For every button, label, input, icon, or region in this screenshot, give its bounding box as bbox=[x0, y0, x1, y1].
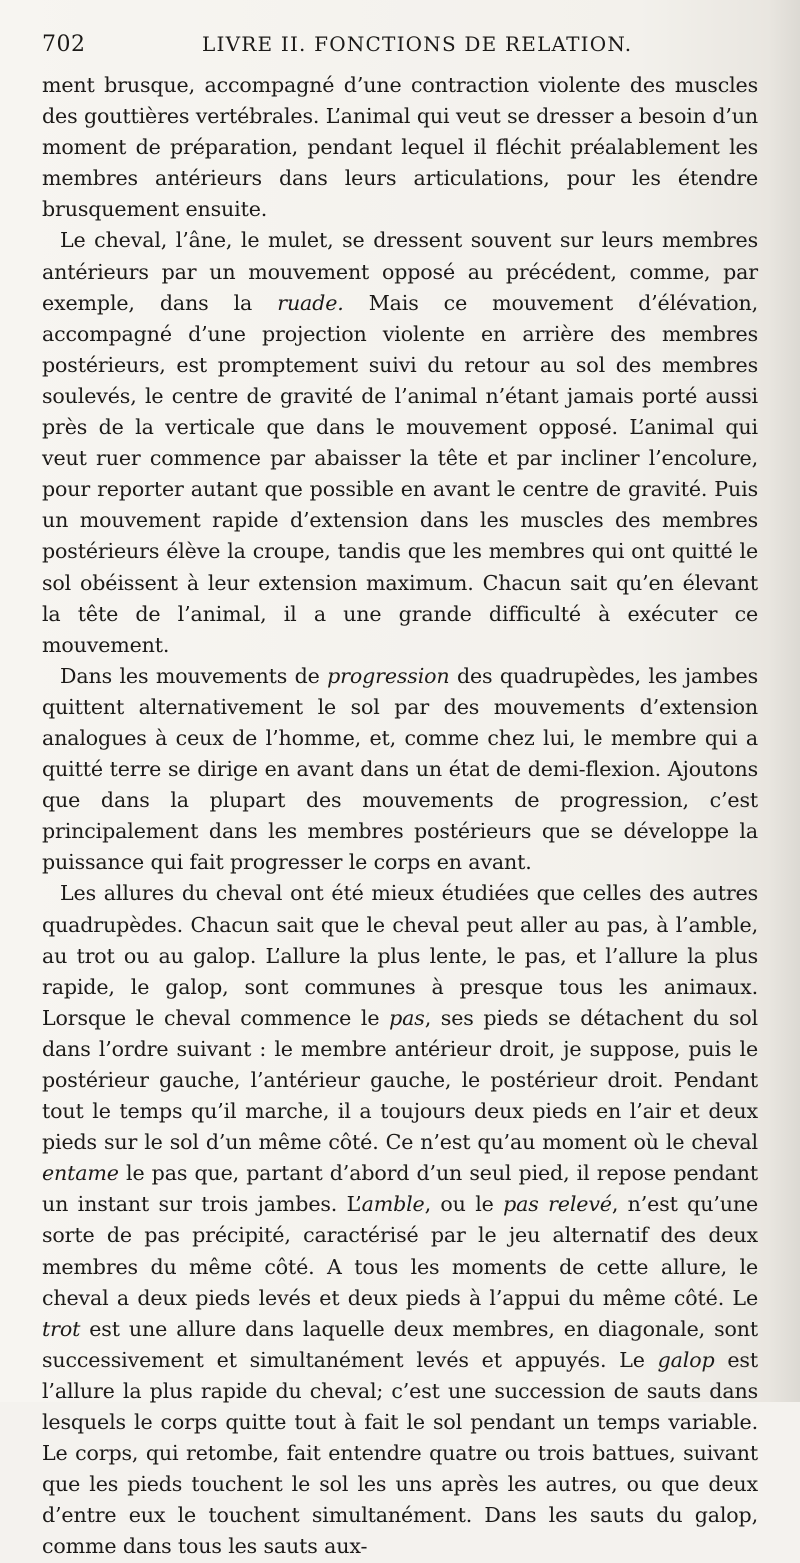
paragraph-3 bbox=[42, 661, 758, 879]
paragraph-4-text-e: , n’est qu’une sorte de pas précipité, caractérisé par le jeu alternatif des deux membres du même côté. A tous les moments de cette allure, le cheval a deux pieds levés et deux pieds à l’appui du même côté. Le bbox=[42, 1192, 758, 1310]
paragraph-4-text-c: le pas que, partant d’abord d’un seul pied, il repose pendant un instant sur trois jambes. L’ bbox=[42, 1161, 758, 1217]
paragraph-4-text-b: , ses pieds se détachent du sol dans l’ordre suivant : le membre antérieur droit, je suppose, puis le postérieur gauche, l’antérieur gauche, le postérieur droit. Pendant tout le temps qu’il marche, il a toujours deux pieds en l’air et deux pieds sur le sol d’un même côté. Ce n’est qu’au moment où le cheval bbox=[42, 1005, 758, 1155]
paragraph-3-text-a: Dans les mouvements de bbox=[60, 663, 328, 688]
paragraph-2-text-b: Mais ce mouvement d’élévation, accompagné d’une projection violente en arrière des membres postérieurs, est promptement suivi du retour au sol des membres soulevés, le centre de gravité de l’animal n’étant jamais porté aussi près de la verticale que dans le mouvement opposé. L’animal qui veut ruer commence par abaisser la tête et par incliner l’encolure, pour reporter autant que possible en avant le centre de gravité. Puis un mouvement rapide d’extension dans les muscles des membres postérieurs élève la croupe, tandis que les membres qui ont quitté le sol obéissent à leur extension maximum. Chacun sait qu’en élevant la tête de l’animal, il a une grande difficulté à exécuter ce mouvement. bbox=[42, 290, 759, 657]
running-title: LIVRE II. FONCTIONS DE RELATION. bbox=[202, 32, 633, 56]
paragraph-1: ment brusque, accompagné d’une contraction violente des muscles des gouttières vertébrales. L’animal qui veut se dresser a besoin d’un moment de préparation, pendant lequel il fléchit préalablement les membres antérieurs dans leurs articulations, pour les étendre brusquement ensuite. bbox=[42, 73, 758, 222]
paragraph-4-text-g: est l’allure la plus rapide du cheval; c’est une succession de sauts dans lesquels le corps quitte tout à fait le sol pendant un temps variable. Le corps, qui retombe, fait entendre quatre ou trois battues, suivant que les pieds touchent le sol les uns après les autres, ou que deux d’entre eux le touchent simultanément. Dans les sauts du galop, comme dans tous les sauts aux- bbox=[42, 1347, 758, 1559]
paragraph-3-text-b: des quadrupèdes, les jambes quittent alternativement le sol par des mouvements d’extension analogues à ceux de l’homme, et, comme chez lui, le membre qui a quitté terre se dirige en avant dans un état de demi-flexion. Ajoutons que dans la plupart des mouvements de progression, c’est principalement dans les membres postérieurs que se développe la puissance qui fait progresser le corps en avant. bbox=[42, 663, 758, 875]
term-progression: progression bbox=[327, 663, 450, 688]
term-pas-releve: pas relevé bbox=[503, 1192, 612, 1217]
paragraph-4-text-a: Les allures du cheval ont été mieux étudiées que celles des autres quadrupèdes. Chacun sait que le cheval peut aller au pas, à l’amble, au trot ou au galop. L’allure la plus lente, le pas, et l’allure la plus rapide, le galop, sont communes à presque tous les animaux. Lorsque le cheval commence le bbox=[42, 881, 758, 1030]
body-text bbox=[42, 70, 758, 1563]
paragraph-2 bbox=[42, 225, 758, 660]
paragraph-2-text-a: Le cheval, l’âne, le mulet, se dressent souvent sur leurs membres antérieurs par un mouvement opposé au précédent, comme, par exemple, dans la bbox=[42, 228, 758, 315]
term-pas: pas bbox=[389, 1005, 425, 1030]
term-trot: trot bbox=[42, 1316, 81, 1341]
term-galop: galop bbox=[657, 1347, 715, 1372]
paragraph-4-text-d: , ou le bbox=[424, 1192, 504, 1217]
paragraph-4-text-f: est une allure dans laquelle deux membres, en diagonale, sont successivement et simultanément levés et appuyés. Le bbox=[42, 1316, 758, 1372]
page-header bbox=[42, 30, 762, 64]
paragraph-4 bbox=[42, 878, 758, 1562]
page-number: 702 bbox=[42, 32, 86, 57]
term-entame: entame bbox=[42, 1161, 119, 1186]
term-amble: amble bbox=[361, 1192, 425, 1217]
term-ruade: ruade. bbox=[277, 290, 344, 315]
